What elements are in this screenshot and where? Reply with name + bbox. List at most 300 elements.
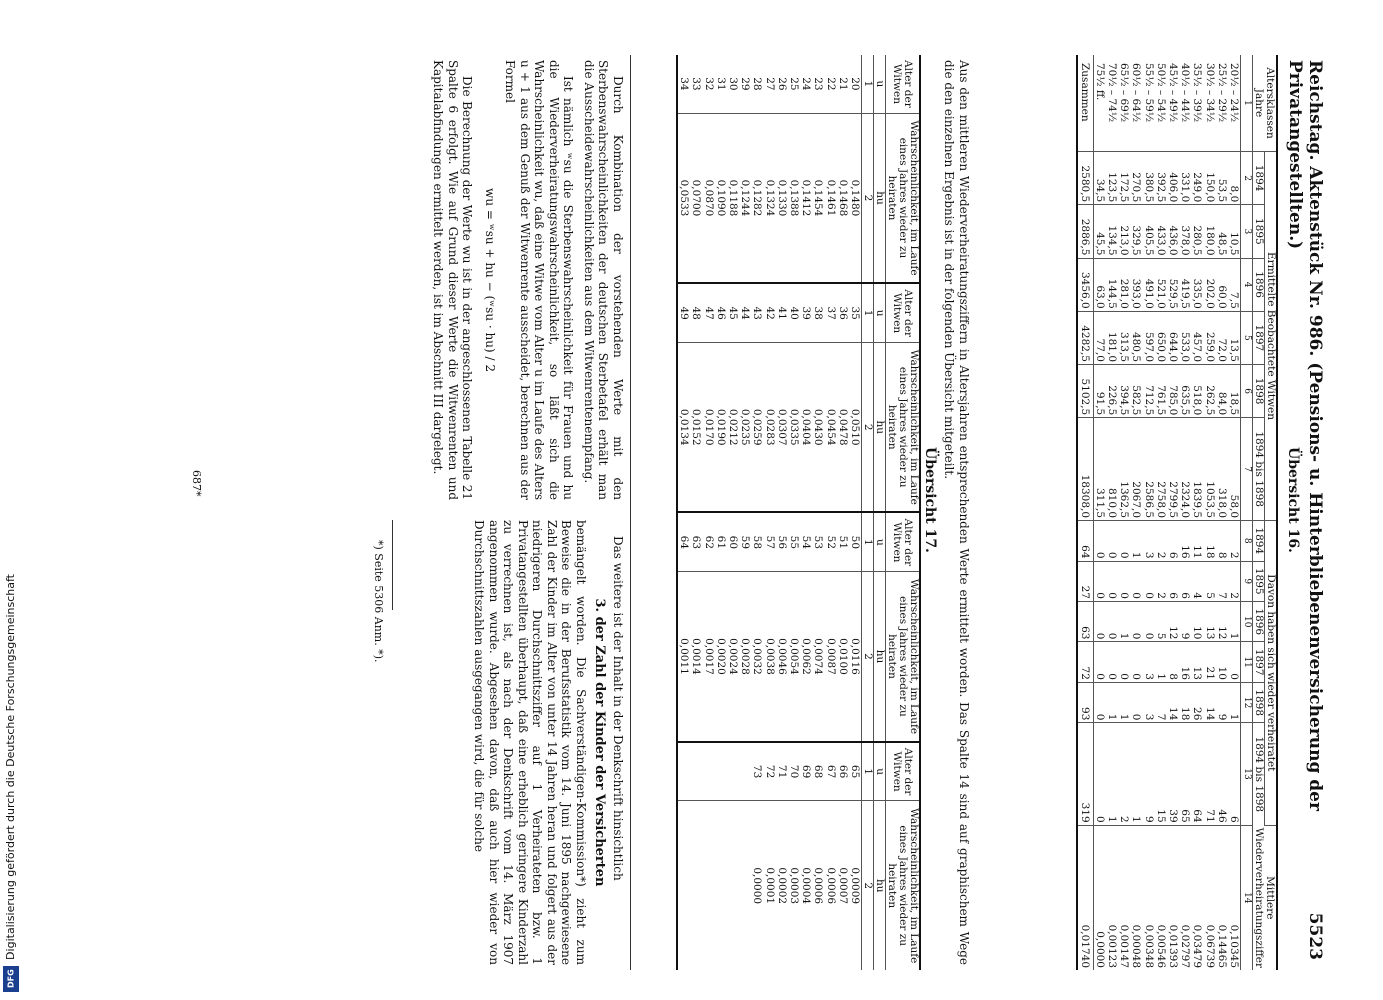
probability-cell: 0,0024 xyxy=(727,572,739,742)
probability-cell: 0,0038 xyxy=(763,572,775,742)
data-cell: 1 xyxy=(1228,601,1241,641)
widow-age-cell: 62 xyxy=(702,512,714,571)
column-number: 1 xyxy=(862,512,874,571)
probability-cell: 0,0190 xyxy=(715,343,727,513)
widow-age-cell: 27 xyxy=(763,55,775,113)
sum-cell: 93 xyxy=(1077,682,1093,722)
age-class-cell: 45½ – 49½ xyxy=(1167,55,1179,152)
data-cell: 9 xyxy=(1216,682,1228,722)
column-number: 12 xyxy=(1241,682,1253,722)
probability-cell: 0,0170 xyxy=(702,343,714,513)
widow-age-cell: 53 xyxy=(812,512,824,571)
age-class-cell: 50½ – 54½ xyxy=(1155,55,1167,152)
footnote: *) Seite 5306 Anm. *). xyxy=(372,540,385,663)
widow-age-cell: 23 xyxy=(812,55,824,113)
data-cell: 77,0 xyxy=(1093,311,1106,364)
col-head-widows: Ermittelte Beobachtete Witwen xyxy=(1265,152,1278,521)
widow-age-cell: 45 xyxy=(727,283,739,342)
widow-age-cell: 24 xyxy=(800,55,812,113)
col-head-widow-age: Alter der Witwen xyxy=(886,512,921,571)
data-cell: 7,5 xyxy=(1228,258,1241,311)
sum-label: Zusammen xyxy=(1077,55,1093,152)
table-uebersicht-17 xyxy=(676,55,921,970)
data-cell: 9 xyxy=(1179,601,1191,641)
col-head-year: 1898 xyxy=(1253,365,1265,418)
data-cell: 213,0 xyxy=(1118,205,1130,258)
sidebar-text: Digitalisierung gefördert durch die Deutsche Forschungsgemeinschaft xyxy=(4,574,17,960)
data-cell: 0,14465 xyxy=(1215,924,1228,968)
probability-cell xyxy=(715,801,727,970)
probability-cell: 0,0006 xyxy=(824,867,837,905)
widow-age-cell: 26 xyxy=(776,55,788,113)
column-number: 2 xyxy=(1241,152,1253,205)
sum-cell: 5102,5 xyxy=(1077,365,1093,418)
probability-cell: 0,0283 xyxy=(763,343,775,513)
data-cell: 0 xyxy=(1130,682,1142,722)
probability-cell: 0,0046 xyxy=(776,572,788,742)
table-row xyxy=(690,55,702,970)
page-number-bottom: 687* xyxy=(190,470,203,497)
data-cell: 0 xyxy=(1118,642,1130,682)
data-cell: 48,5 xyxy=(1216,205,1228,258)
probability-cell: 0,1188 xyxy=(727,113,739,283)
data-cell: 2 xyxy=(1228,561,1241,601)
data-cell: 491,0 xyxy=(1142,258,1154,311)
widow-age-cell: 41 xyxy=(776,283,788,342)
data-cell: 18 xyxy=(1203,521,1215,561)
data-cell: 0,00348 xyxy=(1142,924,1155,968)
data-cell: 406,0 xyxy=(1167,152,1179,205)
data-cell: 0,0000 xyxy=(1093,931,1106,968)
data-cell: 2 xyxy=(1155,561,1167,601)
table-row xyxy=(1155,55,1167,970)
data-cell: 0 xyxy=(1130,601,1142,641)
column-number: 10 xyxy=(1241,601,1253,641)
widow-age-cell: 33 xyxy=(690,55,702,113)
age-class-cell: 25½ – 29½ xyxy=(1216,55,1228,152)
data-cell: 457,0 xyxy=(1191,311,1203,364)
col-head-year-remarried: 1898 xyxy=(1253,682,1265,722)
table-row xyxy=(1093,55,1106,970)
widow-age-cell: 44 xyxy=(739,283,751,342)
table-row xyxy=(800,55,812,970)
widow-age-cell xyxy=(690,742,702,801)
widow-age-cell: 38 xyxy=(812,283,824,342)
data-cell: 5 xyxy=(1155,601,1167,641)
data-cell: 0 xyxy=(1142,601,1154,641)
col-head-widow-age: Alter der Witwen xyxy=(886,283,921,342)
age-class-cell: 75½ ff. xyxy=(1093,55,1106,152)
probability-cell xyxy=(690,801,702,970)
widow-age-cell: 42 xyxy=(763,283,775,342)
widow-age-cell: 47 xyxy=(702,283,714,342)
caption-uebersicht-16: Übersicht 16. xyxy=(1285,447,1301,553)
data-cell: 270,5 xyxy=(1130,152,1142,205)
col-sub-h: hu xyxy=(874,343,886,513)
data-cell: 331,0 xyxy=(1179,152,1191,205)
data-cell: 0 xyxy=(1142,561,1154,601)
age-class-cell: 30½ – 34½ xyxy=(1203,55,1215,152)
right-body: bemängelt worden. Die Sachverständigen-Kommission*) zieht zum Beweise die in der Berufsstatistik vom 14. Juni 1895 nachgewiesene Zahl der Kinder im Alter von unter 14 Jahren heran und folgert aus der niedrigeren Durchschnittsziffer auf 1 Verheirateten bzw. 1 Privatangestellten überhaupt, daß eine erheblich geringere Kinderzahl zu verrechnen ist, als nach der Denkschrift vom 14. März 1907 angenommen wurde. Abgesehen davon, daß auch hier wieder von Durchschnittszahlen ausgegangen wird, die für solche xyxy=(472,520,588,965)
col-head-year: 1895 xyxy=(1253,205,1265,258)
data-cell: 433,0 xyxy=(1155,205,1167,258)
probability-cell: 0,0000 xyxy=(751,867,764,905)
header-page-number: 5523 xyxy=(1305,912,1325,960)
data-cell: 46 xyxy=(1216,723,1228,825)
data-cell: 0,06739 xyxy=(1203,924,1216,968)
table-row xyxy=(1179,55,1191,970)
table-row xyxy=(824,55,836,970)
data-cell: 181,0 xyxy=(1106,311,1118,364)
data-cell: 1 xyxy=(1228,682,1241,722)
widow-age-cell xyxy=(677,742,690,801)
data-cell: 172,5 xyxy=(1118,152,1130,205)
probability-cell: 0,0307 xyxy=(776,343,788,513)
data-cell: 0 xyxy=(1093,561,1106,601)
probability-cell: 0,0700 xyxy=(690,113,702,283)
column-number: 9 xyxy=(1241,561,1253,601)
probability-cell: 0,1388 xyxy=(788,113,800,283)
widow-age-cell: 36 xyxy=(837,283,849,342)
widow-age-cell: 61 xyxy=(715,512,727,571)
data-cell: 45,5 xyxy=(1093,205,1106,258)
sum-cell: 18308,0 xyxy=(1077,418,1093,521)
col-sub-u: u xyxy=(874,55,886,113)
data-cell: 72,0 xyxy=(1216,311,1228,364)
data-cell: 34,5 xyxy=(1093,152,1106,205)
probability-cell: 0,0259 xyxy=(751,343,763,513)
widow-age-cell: 29 xyxy=(739,55,751,113)
column-number: 14 xyxy=(1241,825,1253,970)
widow-age-cell: 63 xyxy=(690,512,702,571)
column-number: 6 xyxy=(1241,365,1253,418)
data-cell: 8 xyxy=(1216,521,1228,561)
probability-cell: 0,1461 xyxy=(824,113,836,283)
sum-cell: 4282,5 xyxy=(1077,311,1093,364)
data-cell: 134,5 xyxy=(1106,205,1118,258)
data-cell: 518,0 xyxy=(1191,365,1203,418)
column-number: 2 xyxy=(862,801,874,970)
data-cell: 64 xyxy=(1191,723,1203,825)
data-cell: 11 xyxy=(1191,521,1203,561)
probability-cell: 0,0404 xyxy=(800,343,812,513)
probability-cell: 0,0020 xyxy=(715,572,727,742)
widow-age-cell: 35 xyxy=(849,283,862,342)
column-number: 5 xyxy=(1241,311,1253,364)
widow-age-cell: 20 xyxy=(849,55,862,113)
table-row xyxy=(788,55,800,970)
probability-cell: 0,0134 xyxy=(677,343,690,513)
widow-age-cell: 64 xyxy=(677,512,690,571)
col-head-year-remarried: 1895 xyxy=(1253,561,1265,601)
section-heading: 3. der Zahl der Kinder der Versicherten xyxy=(592,598,608,887)
data-cell: 0 xyxy=(1106,561,1118,601)
probability-cell: 0,1244 xyxy=(739,113,751,283)
caption-uebersicht-17: Übersicht 17. xyxy=(922,447,938,553)
data-cell: 394,5 xyxy=(1118,365,1130,418)
probability-cell: 0,0004 xyxy=(800,867,813,905)
dfg-sidebar xyxy=(0,0,24,1000)
widow-age-cell: 46 xyxy=(715,283,727,342)
table-row xyxy=(1106,55,1118,970)
table-row xyxy=(776,55,788,970)
sum-row xyxy=(1077,55,1093,970)
data-cell: 53,5 xyxy=(1216,152,1228,205)
sum-cell: 27 xyxy=(1077,561,1093,601)
widow-age-cell: 56 xyxy=(776,512,788,571)
col-sub-h: hu xyxy=(874,113,886,283)
age-class-cell: 20½ – 24½ xyxy=(1228,55,1241,152)
probability-cell: 0,1330 xyxy=(776,113,788,283)
col-head-year: 1894 bis 1898 xyxy=(1253,418,1265,521)
data-cell: 10 xyxy=(1216,642,1228,682)
data-cell: 1 xyxy=(1118,601,1130,641)
widow-age-cell: 59 xyxy=(739,512,751,571)
probability-cell: 0,0870 xyxy=(702,113,714,283)
data-cell: 60,0 xyxy=(1216,258,1228,311)
data-cell: 1362,5 xyxy=(1118,418,1130,521)
data-cell: 405,5 xyxy=(1142,205,1154,258)
probability-cell: 0,1412 xyxy=(800,113,812,283)
age-class-cell: 60½ – 64½ xyxy=(1130,55,1142,152)
formula: wu = ʷsu + hu − (ʷsu · hu) / 2 xyxy=(483,188,497,372)
probability-cell: 0,0235 xyxy=(739,343,751,513)
age-class-cell: 70½ – 74½ xyxy=(1106,55,1118,152)
probability-cell: 0,0430 xyxy=(812,343,824,513)
data-cell: 144,5 xyxy=(1106,258,1118,311)
widow-age-cell: 68 xyxy=(812,742,824,801)
table-row xyxy=(1142,55,1154,970)
probability-cell: 0,0007 xyxy=(836,867,849,905)
table-row xyxy=(727,55,739,970)
widow-age-cell xyxy=(727,742,739,801)
data-cell: 16 xyxy=(1179,521,1191,561)
column-number: 2 xyxy=(862,343,874,513)
data-cell: 318,0 xyxy=(1216,418,1228,521)
data-cell: 0 xyxy=(1130,561,1142,601)
col-head-year-remarried: 1896 xyxy=(1253,601,1265,641)
widow-age-cell: 57 xyxy=(763,512,775,571)
data-cell: 2586,5 xyxy=(1142,418,1154,521)
table-row xyxy=(763,55,775,970)
probability-cell: 0,0017 xyxy=(702,572,714,742)
probability-cell xyxy=(702,801,714,970)
data-cell: 281,0 xyxy=(1118,258,1130,311)
data-cell: 0 xyxy=(1093,601,1106,641)
col-head-remarried: Davon haben sich wieder verheiratet xyxy=(1265,521,1278,826)
widow-age-cell: 28 xyxy=(751,55,763,113)
data-cell: 533,0 xyxy=(1179,311,1191,364)
data-cell: 380,5 xyxy=(1142,152,1154,205)
data-cell: 392,5 xyxy=(1155,152,1167,205)
right-intro: Das weitere ist der Inhalt in der Denkschrift hinsichtlich xyxy=(611,536,625,881)
column-number: 8 xyxy=(1241,521,1253,561)
table-row xyxy=(1228,55,1241,970)
widow-age-cell: 48 xyxy=(690,283,702,342)
probability-cell: 0,0032 xyxy=(751,572,763,742)
sum-cell: 0,01740 xyxy=(1077,825,1093,970)
data-cell: 14 xyxy=(1203,682,1215,722)
data-cell: 0 xyxy=(1093,521,1106,561)
data-cell: 650,0 xyxy=(1155,311,1167,364)
table-row xyxy=(1216,55,1228,970)
data-cell: 2324,0 xyxy=(1179,418,1191,521)
data-cell: 0 xyxy=(1093,682,1106,722)
data-cell: 13 xyxy=(1191,642,1203,682)
widow-age-cell: 32 xyxy=(702,55,714,113)
probability-cell: 0,0006 xyxy=(812,867,825,905)
data-cell: 0 xyxy=(1106,601,1118,641)
probability-cell: 0,1468 xyxy=(837,113,849,283)
data-cell: 21 xyxy=(1203,642,1215,682)
data-cell: 582,5 xyxy=(1130,365,1142,418)
col-head-widow-age: Alter der Witwen xyxy=(886,55,921,113)
widow-age-cell: 51 xyxy=(837,512,849,571)
probability-cell xyxy=(677,801,690,970)
widow-age-cell: 52 xyxy=(824,512,836,571)
probability-cell: 0,1480 xyxy=(849,113,862,283)
widow-age-cell: 50 xyxy=(849,512,862,571)
left-paragraph-3: Die Berechnung der Werte wu ist in der angeschlossenen Tabelle 21 Spalte 6 erfolgt. Wie auf Grund dieser Werte die Witwenrenten und Kapitalabfindungen ermittelt werden, ist im Abschnitt III dargelegt. xyxy=(431,60,475,500)
data-cell: 10,5 xyxy=(1228,205,1241,258)
col-sub-u: u xyxy=(874,512,886,571)
widow-age-cell: 60 xyxy=(727,512,739,571)
probability-cell: 0,0335 xyxy=(788,343,800,513)
data-cell: 10 xyxy=(1191,601,1203,641)
data-cell: 13,5 xyxy=(1228,311,1241,364)
data-cell: 8,0 xyxy=(1228,152,1241,205)
data-cell: 0 xyxy=(1093,723,1106,825)
data-cell: 0,00147 xyxy=(1118,924,1131,968)
data-cell: 6 xyxy=(1167,561,1179,601)
age-class-cell: 65½ – 69½ xyxy=(1118,55,1130,152)
data-cell: 7 xyxy=(1216,561,1228,601)
table-row xyxy=(837,55,849,970)
col-sub-u: u xyxy=(874,283,886,342)
data-cell: 2067,0 xyxy=(1130,418,1142,521)
data-cell: 0 xyxy=(1130,642,1142,682)
data-cell: 2 xyxy=(1118,723,1130,825)
sum-cell: 64 xyxy=(1077,521,1093,561)
data-cell: 0 xyxy=(1106,642,1118,682)
column-number: 4 xyxy=(1241,258,1253,311)
probability-cell: 0,0116 xyxy=(849,572,862,742)
col-head-age: Altersklassen Jahre xyxy=(1253,55,1278,152)
widow-age-cell: 49 xyxy=(677,283,690,342)
probability-cell: 0,0002 xyxy=(775,867,788,905)
data-cell: 1 xyxy=(1106,682,1118,722)
probability-cell: 0,0062 xyxy=(800,572,812,742)
probability-cell: 0,0478 xyxy=(837,343,849,513)
data-cell: 6 xyxy=(1179,561,1191,601)
left-paragraph-1: Durch Kombination der vorstehenden Werte mit den Sterbenswahrscheinlichkeiten der deutschen Sterbetafel erhält man die Ausscheidewahrscheinlichkeiten aus dem Witwenrentenempfang. xyxy=(582,60,625,500)
widow-age-cell: 40 xyxy=(788,283,800,342)
data-cell: 0,00048 xyxy=(1130,924,1143,968)
data-cell: 785,0 xyxy=(1167,365,1179,418)
data-cell: 0,02797 xyxy=(1179,924,1192,968)
widow-age-cell: 65 xyxy=(849,742,862,801)
data-cell: 6 xyxy=(1228,723,1241,825)
data-cell: 84,0 xyxy=(1216,365,1228,418)
data-cell: 12 xyxy=(1216,601,1228,641)
data-cell: 761,5 xyxy=(1155,365,1167,418)
left-column xyxy=(431,60,625,500)
data-cell: 393,0 xyxy=(1130,258,1142,311)
probability-cell: 0,1090 xyxy=(715,113,727,283)
data-cell: 226,5 xyxy=(1106,365,1118,418)
data-cell: 6 xyxy=(1167,521,1179,561)
data-cell: 262,5 xyxy=(1203,365,1215,418)
column-number: 11 xyxy=(1241,642,1253,682)
probability-cell: 0,1454 xyxy=(812,113,824,283)
widow-age-cell xyxy=(715,742,727,801)
column-number: 1 xyxy=(1241,55,1253,152)
table-row xyxy=(1203,55,1215,970)
sum-cell: 63 xyxy=(1077,601,1093,641)
data-cell: 419,5 xyxy=(1179,258,1191,311)
col-sub-h: hu xyxy=(874,572,886,742)
data-cell: 3 xyxy=(1142,642,1154,682)
probability-cell: 0,0054 xyxy=(788,572,800,742)
col-head-year-remarried: 1897 xyxy=(1253,642,1265,682)
probability-cell: 0,0001 xyxy=(763,867,776,905)
data-cell: 597,0 xyxy=(1142,311,1154,364)
probability-cell: 0,0014 xyxy=(690,572,702,742)
data-cell: 2758,0 xyxy=(1155,418,1167,521)
data-cell: 71 xyxy=(1203,723,1215,825)
data-cell: 1 xyxy=(1106,723,1118,825)
widow-age-cell: 70 xyxy=(788,742,800,801)
data-cell: 635,5 xyxy=(1179,365,1191,418)
widow-age-cell: 31 xyxy=(715,55,727,113)
col-head-probability: Wahrscheinlichkeit, im Laufe eines Jahres wieder zu heiraten xyxy=(886,572,921,742)
data-cell: 18,5 xyxy=(1228,365,1241,418)
sum-cell: 3456,0 xyxy=(1077,258,1093,311)
data-cell: 2 xyxy=(1155,521,1167,561)
data-cell: 202,0 xyxy=(1203,258,1215,311)
paragraph-intro: Aus den mittleren Wiederverheiratungsziffern in Altersjahren entsprechenden Werte ermittelt worden. Das Spalte 14 sind auf graphischem Wege die den einzelnen Ergebnis ist in der folgenden Übersicht mitgeteilt. xyxy=(942,60,971,965)
probability-cell: 0,0100 xyxy=(837,572,849,742)
widow-age-cell: 30 xyxy=(727,55,739,113)
data-cell: 7 xyxy=(1155,682,1167,722)
data-cell: 480,5 xyxy=(1130,311,1142,364)
right-column xyxy=(472,520,625,965)
column-number: 3 xyxy=(1241,205,1253,258)
probability-cell: 0,0074 xyxy=(812,572,824,742)
col-head-probability: Wahrscheinlichkeit, im Laufe eines Jahres wieder zu heiraten xyxy=(886,801,921,970)
widow-age-cell: 67 xyxy=(824,742,836,801)
table-row xyxy=(1118,55,1130,970)
probability-cell: 0,0510 xyxy=(849,343,862,513)
widow-age-cell: 39 xyxy=(800,283,812,342)
data-cell: 313,5 xyxy=(1118,311,1130,364)
col-sub-h: hu xyxy=(874,801,886,970)
data-cell: 4 xyxy=(1191,561,1203,601)
data-cell: 644,0 xyxy=(1167,311,1179,364)
data-cell: 311,5 xyxy=(1093,418,1106,521)
widow-age-cell xyxy=(739,742,751,801)
data-cell: 529,5 xyxy=(1167,258,1179,311)
data-cell: 123,5 xyxy=(1106,152,1118,205)
data-cell: 13 xyxy=(1203,601,1215,641)
data-cell: 0,10345 xyxy=(1228,924,1240,968)
data-cell: 8 xyxy=(1167,642,1179,682)
left-paragraph-2: Ist nämlich ʷsu die Sterbenswahrscheinlichkeit für Frauen und hu die Wiederverheiratungswahrscheinlichkeit, so läßt sich die Wahrscheinlichkeit wu, daß eine Witwe vom Alter u im Laufe des Alters u + 1 aus dem Genuß der Witwenrente ausscheidet, berechnen aus der Formel xyxy=(503,60,576,500)
column-number: 2 xyxy=(862,572,874,742)
data-cell: 2799,5 xyxy=(1167,418,1179,521)
sum-cell: 72 xyxy=(1077,642,1093,682)
col-head-year-remarried: 1894 bis 1898 xyxy=(1253,723,1265,825)
